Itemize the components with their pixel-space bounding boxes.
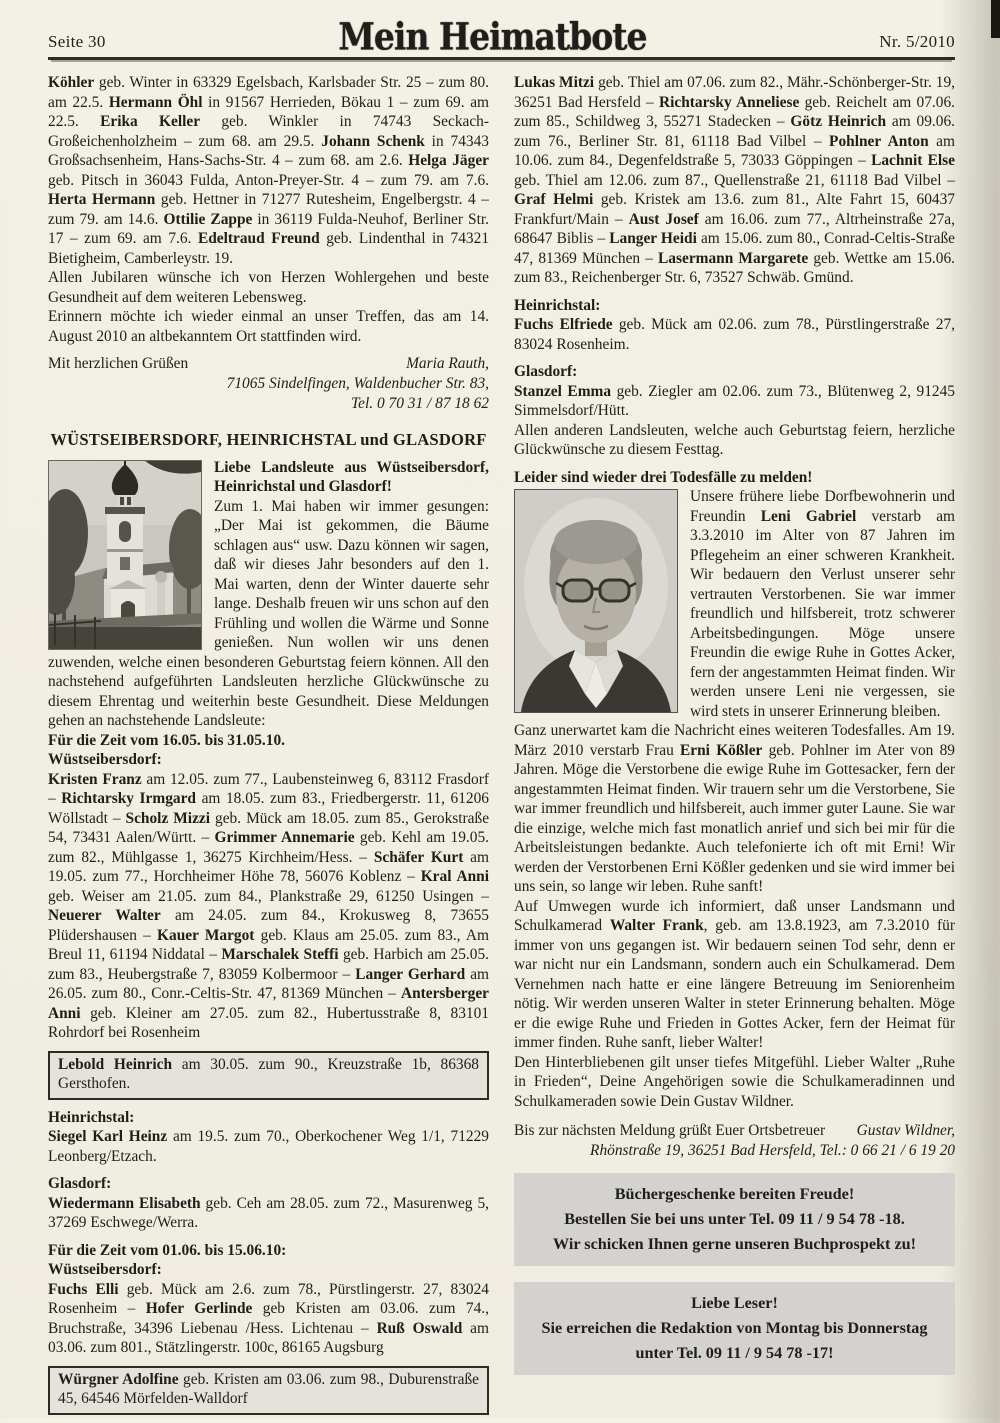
issue-number: Nr. 5/2010 xyxy=(879,32,955,51)
glasdorf-label-right: Glasdorf: xyxy=(514,363,578,380)
salutation: Liebe Landsleute aus Wüstseibersdorf, Heinrichstal und Glasdorf! xyxy=(214,458,489,495)
ortsbetreuer-address: Rhönstraße 19, 36251 Bad Hersfeld, Tel.: 0 66 21 / 6 19 20 xyxy=(590,1142,955,1159)
birthday-list-period1: Kristen Franz am 12.05. zum 77., Laubensteinweg 6, 83112 Frasdorf – Richtarsky Irmgard am 18.05. zum 83., Friedbergerstr. 11, 61206 Wöllstadt – Scholz Mizzi geb. Mück am 18.05. zum 85., Gerokstraße 54, 73431 Aalen/Württ. – Grimmer Annemarie geb. Kehl am 19.05. zum 82., Mühlgasse 1, 36275 Kirchheim/Hess. – Schäfer Kurt am 19.05. zum 77., Horchheimer Höhe 78, 56076 Koblenz – Kral Anni geb. Weiser am 21.05. zum 84., Plankstraße 29, 61250 Usingen – Neuerer Walter am 24.05. zum 84., Krokusweg 8, 73655 Plüdershausen – Kauer Margot geb. Klaus am 25.05. zum 83., Am Breul 11, 61194 Niddatal – Marschalek Steffi geb. Harbich am 25.05. zum 83., Heubergstraße 7, 83059 Kolbermoor – Langer Gerhard am 26.05. zum 80., Conr.-Celtis-Str. 47, 81369 München – Antersberger Anni geb. Kleiner am 27.05. zum 82., Hubertusstraße 8, 83101 Rohrdorf bei Rosenheim xyxy=(48,770,490,1041)
heinrichstal-entry: Siegel Karl Heinz am 19.5. zum 70., Oberkochener Weg 1/1, 71229 Leonberg/Etzach. xyxy=(48,1128,489,1165)
page-number: Seite 30 xyxy=(48,32,106,51)
signature-name: Maria Rauth, xyxy=(406,355,489,372)
readers-note-box xyxy=(514,1282,955,1375)
jubilee-wish: Allen Jubilaren wünsche ich von Herzen Wohlergehen und beste Gesundheit auf dem weiteren Lebensweg. xyxy=(48,269,489,306)
meeting-reminder: Erinnern möchte ich wieder einmal an unser Treffen, das am 14. August 2010 an altbekanntem Ort stattfinden wird. xyxy=(48,308,489,345)
page-header xyxy=(48,14,955,60)
closing-block xyxy=(514,1121,955,1161)
glasdorf-entry-right: Stanzel Emma geb. Ziegler am 02.06. zum 73., Blütenweg 2, 91245 Simmelsdorf/Hütt. xyxy=(514,382,955,419)
greeting-text: Mit herzlichen Grüßen xyxy=(48,355,189,372)
period2-place: Wüstseibersdorf: xyxy=(48,1261,162,1278)
scan-artifact xyxy=(991,0,1000,38)
period1-title: Für die Zeit vom 16.05. bis 31.05.10. xyxy=(48,731,285,749)
highlight-box-lebold: Lebold Heinrich am 30.05. zum 90., Kreuzstraße 1b, 86368 Gersthofen. xyxy=(48,1051,489,1100)
heinrichstal-label: Heinrichstal: xyxy=(48,1108,135,1126)
content-columns xyxy=(48,73,955,1423)
intro-text: Zum 1. Mai haben wir immer gesungen: „Der Mai ist gekommen, die Bäume schlagen aus“ usw. Dazu können wir sagen, daß wir dieses Jahr besonders auf den 1. Mai warten, denn der Winter dauerte sehr lange. Deshalb freuen wir uns schon auf den Frühling und wollen die Wärme und Sonne genießen. Nun wollen wir uns denen zuwenden, welche einen besonderen Geburtstag feiern können. All den nachstehend aufgeführten Landsleuten herzliche Glückwünsche zu diesem Ehrentag und weiterhin beste Gesundheit. Diese Meldungen gehen an nachstehende Landsleute: xyxy=(48,497,489,729)
obituary-gabriel-block xyxy=(514,487,955,721)
obituary-gabriel-text: Unsere frühere liebe Dorfbewohnerin und Freundin Leni Gabriel verstarb am 3.3.2010 im Alter von 87 Jahren im Pflegeheim an einer schweren Krankheit. Wir bedauern den Verlust unserer sehr vertrauten Verstorbenen. Sie war immer freundlich und hilfsbereit, trotz schwerer Arbeitsbedingungen. Möge unsere Freundin die ewige Ruhe in Gottes Acker, fern der angestammten Heimat finden. Wir werden unsere Leni nie vergessen, sie wird stets in unserer Erinnerung bleiben. xyxy=(690,488,955,720)
period1-place: Wüstseibersdorf: xyxy=(48,751,162,768)
portrait-photo xyxy=(514,489,678,713)
readers-note-line1: Liebe Leser! xyxy=(691,1294,778,1312)
period2-title: Für die Zeit vom 01.06. bis 15.06.10: xyxy=(48,1241,287,1259)
section-title-villages: WÜSTSEIBERSDORF, HEINRICHSTAL und GLASDORF xyxy=(50,430,487,449)
village-intro-block xyxy=(48,458,489,731)
books-ad-line1: Büchergeschenke bereiten Freude! xyxy=(614,1185,855,1203)
signature-phone: Tel. 0 70 31 / 87 18 62 xyxy=(351,395,489,412)
heinrichstal-entry-right: Fuchs Elfriede geb. Mück am 02.06. zum 78., Pürstlingerstraße 27, 83024 Rosenheim. xyxy=(514,316,955,353)
right-column xyxy=(514,73,955,1423)
glasdorf-label: Glasdorf: xyxy=(48,1175,112,1192)
closing-text: Bis zur nächsten Meldung grüßt Euer Ortsbetreuer xyxy=(514,1122,826,1139)
signature-address: 71065 Sindelfingen, Waldenbucher Str. 83, xyxy=(226,375,489,392)
glasdorf-entry: Wiedermann Elisabeth geb. Ceh am 28.05. zum 72., Masurenweg 5, 37269 Eschwege/Werra. xyxy=(48,1194,489,1231)
deaths-heading: Leider sind wieder drei Todesfälle zu melden! xyxy=(514,468,813,486)
obituary-frank-condolence: Den Hinterbliebenen gilt unser tiefes Mitgefühl. Lieber Walter „Ruhe in Frieden“, Deine Angehörigen sowie die Schulkameradinnen und Schulkameraden sowie Dein Gustav Wildner. xyxy=(514,1053,955,1110)
obituary-frank-text: Auf Umwegen wurde ich informiert, daß unser Landsmann und Schulkamerad Walter Frank, geb. am 13.8.1923, am 7.3.2010 für immer von uns gegangen ist. Wir bedauern seinen Tod sehr, denn er war nicht nur ein Landsmann, sondern auch ein Schulkamerad. Dem Vernehmen nach hatte er eine längere Betreuung im Seniorenheim nötig. Wir werden unseren Walter in steter Erinnerung behalten. Möge er die ewige Ruhe und Frieden in Gottes Acker, fern der Heimat für immer finden. Ruhe sanft, lieber Walter! xyxy=(514,897,955,1051)
books-ad-line3: Wir schicken Ihnen gerne unseren Buchprospekt zu! xyxy=(552,1235,917,1253)
books-ad-line2: Bestellen Sie bei uns unter Tel. 09 11 / 9 54 78 -18. xyxy=(564,1210,905,1228)
left-column xyxy=(48,73,489,1423)
church-photo xyxy=(48,460,202,650)
congratulations-all: Allen anderen Landsleuten, welche auch Geburtstag feiern, herzliche Glückwünsche zu diesem Festtag. xyxy=(514,421,955,458)
birthday-list-june: Lukas Mitzi geb. Thiel am 07.06. zum 82., Mähr.-Schönberger-Str. 19, 36251 Bad Hersfeld – Richtarsky Anneliese geb. Reichelt am 07.06. zum 85., Schildweg 3, 55271 Stadecken – Götz Heinrich am 09.06. zum 76., Berliner Str. 81, 61118 Bad Vilbel – Pohlner Anton am 10.06. zum 84., Degenfeldstraße 5, 73033 Göppingen – Lachnit Else geb. Thiel am 12.06. zum 87., Quellenstraße 21, 61118 Bad Vilbel – Graf Helmi geb. Kristek am 13.6. zum 81., Alte Fahrt 15, 60437 Frankfurt/Main – Aust Josef am 16.06. zum 77., Altrheinstraße 27a, 68647 Biblis – Langer Heidi am 15.06. zum 80., Conrad-Celtis-Straße 47, 81369 München – Lasermann Margarete geb. Wettke am 15.06. zum 83., Reichenberger Str. 6, 73527 Schwäb. Gmünd. xyxy=(514,74,956,286)
obituary-koessler-text: Ganz unerwartet kam die Nachricht eines weiteren Todesfalles. Am 19. März 2010 verstarb Frau Erni Kößler geb. Pohlner im Ater von 89 Jahren. Möge die Verstorbene die ewige Ruhe im Gottesacker, fern der angestammten Heimat finden. Wir trauern sehr um die Verstorbene, Sie war immer freundlich und hilfsbereit, auch immer guter Laune. Sie war die einzige, welche mich fast monatlich anrief und sich bei mir für die Arbeitsleistungen bedankte. Auch telefonierte ich oft mit Erni! Wir werden der Verstorbenen Erni Kößler gedenken und sie wird immer bei uns sein, so lange wir leben. Ruhe sanft! xyxy=(514,722,955,895)
signature-row xyxy=(48,354,489,374)
closing-row xyxy=(514,1121,955,1141)
birthday-list-may: Köhler geb. Winter in 63329 Egelsbach, Karlsbader Str. 25 – zum 80. am 22.5. Hermann Öhl in 91567 Herrieden, Bökau 1 – zum 69. am 22.5. Erika Keller geb. Winkler in 74743 Seckach-Großeichenholzheim – zum 68. am 29.5. Johann Schenk in 74343 Großsachsenheim, Hans-Sachs-Str. 4 – zum 68. am 2.6. Helga Jäger geb. Pitsch in 36043 Fulda, Anton-Preyer-Str. 4 – zum 79. am 7.6. Herta Hermann geb. Hettner in 71277 Rutesheim, Engelbergstr. 4 – zum 79. am 14.6. Ottilie Zappe in 36119 Fulda-Neuhof, Berliner Str. 17 – zum 69. am 7.6. Edeltraud Freund geb. Lindenthal in 74321 Bietigheim, Camberleystr. 19. xyxy=(48,74,490,267)
readers-note-line2: Sie erreichen die Redaktion von Montag bis Donnerstag unter Tel. 09 11 / 9 54 78 -17! xyxy=(541,1319,928,1362)
birthday-list-period2: Fuchs Elli geb. Mück am 2.6. zum 78., Pürstlingerstr. 27, 83024 Rosenheim – Hofer Gerlinde geb Kristen am 03.06. zum 74., Bruchstraße, 34396 Liebenau /Hess. Lichtenau – Ruß Oswald am 03.06. zum 801., Stätzlingerstr. 100c, 86165 Augsburg xyxy=(48,1280,489,1356)
highlight-box-wuergner: Würgner Adolfine geb. Kristen am 03.06. zum 98., Duburenstraße 45, 64546 Mörfelden-Walldorf xyxy=(48,1366,489,1415)
ortsbetreuer-name: Gustav Wildner, xyxy=(856,1122,955,1139)
heinrichstal-label-right: Heinrichstal: xyxy=(514,296,601,314)
masthead-title: Mein Heimatbote xyxy=(338,14,647,59)
signature-block xyxy=(48,354,489,414)
books-ad-box xyxy=(514,1173,955,1266)
